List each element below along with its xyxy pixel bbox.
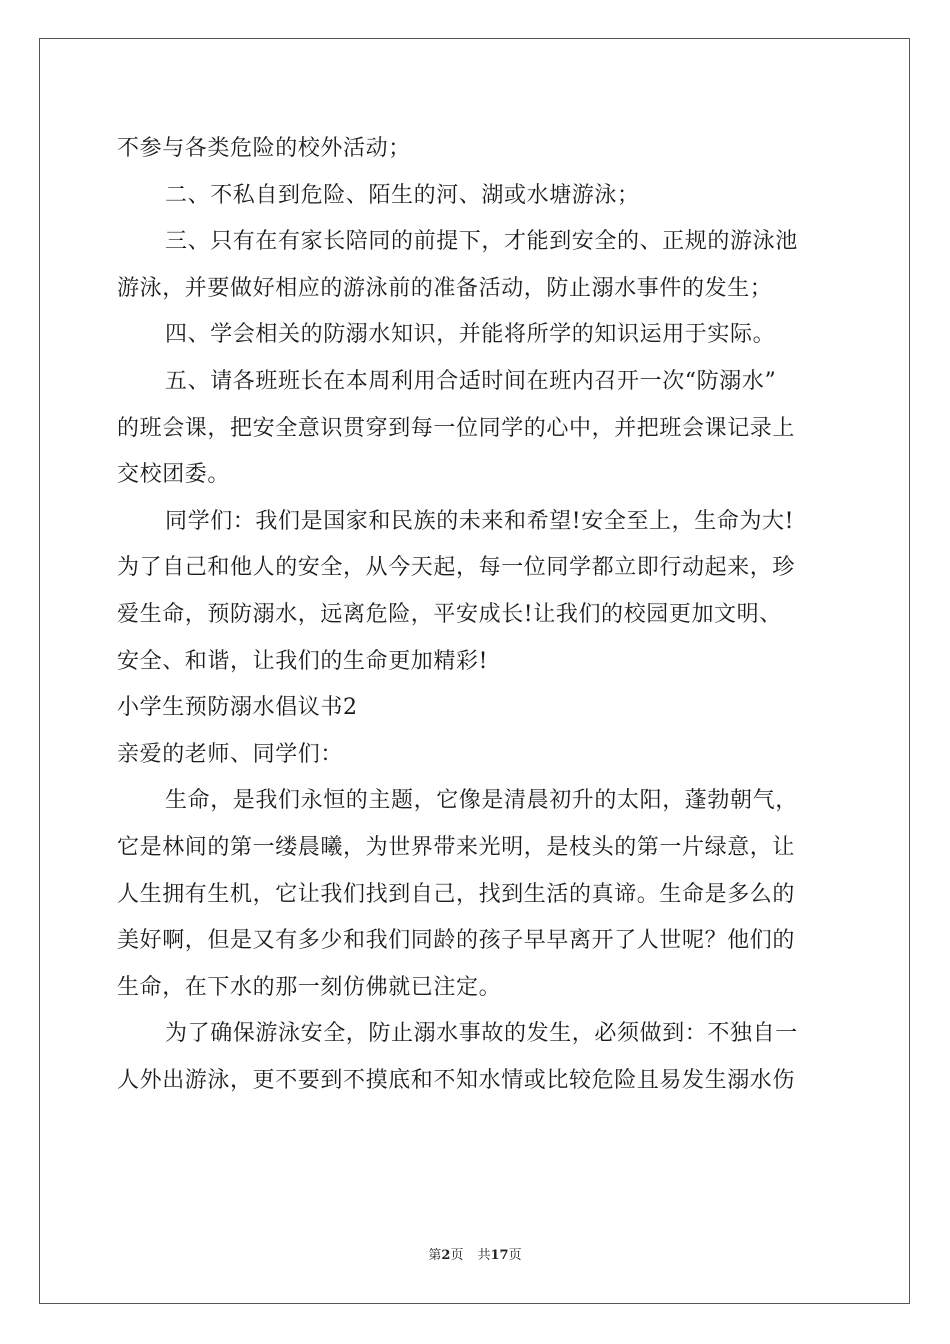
text-line: 它是林间的第一缕晨曦，为世界带来光明，是枝头的第一片绿意，让: [117, 834, 796, 860]
footer-page-number: 2: [441, 1248, 451, 1263]
text-line: 人外出游泳，更不要到不摸底和不知水情或比较危险且易发生溺水伤: [117, 1067, 796, 1093]
text-line: 三、只有在有家长陪同的前提下，才能到安全的、正规的游泳池: [165, 229, 798, 255]
text-line: 亲爱的老师、同学们：: [117, 741, 344, 767]
page-footer: [0, 1244, 950, 1263]
text-line: 美好啊，但是又有多少和我们同龄的孩子早早离开了人世呢？他们的: [117, 928, 796, 954]
text-line: 爱生命，预防溺水，远离危险，平安成长!让我们的校园更加文明、: [117, 601, 782, 627]
text-line: 同学们：我们是国家和民族的未来和希望!安全至上，生命为大!: [165, 508, 795, 534]
text-line: 为了确保游泳安全，防止溺水事故的发生，必须做到：不独自一: [165, 1021, 798, 1047]
text-line: 五、请各班班长在本周利用合适时间在班内召开一次“防溺水”: [165, 368, 777, 394]
footer-page-suffix: 页: [450, 1248, 464, 1263]
text-line: 不参与各类危险的校外活动；: [117, 136, 411, 161]
footer-total-pages: 17: [490, 1248, 509, 1263]
footer-page-prefix: 第: [428, 1248, 442, 1263]
text-line: 的班会课，把安全意识贯穿到每一位同学的心中，并把班会课记录上: [117, 415, 796, 441]
document-body: [117, 126, 837, 1104]
text-line: 安全、和谐，让我们的生命更加精彩!: [117, 648, 489, 674]
text-line: 生命，在下水的那一刻仿佛就已注定。: [117, 974, 502, 1000]
text-line: 二、不私自到危险、陌生的河、湖或水塘游泳；: [165, 182, 640, 208]
text-line: 生命，是我们永恒的主题，它像是清晨初升的太阳，蓬勃朝气，: [165, 788, 798, 814]
text-line: 为了自己和他人的安全，从今天起，每一位同学都立即行动起来，珍: [117, 555, 796, 581]
text-line: 游泳，并要做好相应的游泳前的准备活动，防止溺水事件的发生；: [117, 275, 773, 301]
text-line: 小学生预防溺水倡议书2: [117, 695, 358, 721]
text-line: 四、学会相关的防溺水知识，并能将所学的知识运用于实际。: [165, 322, 776, 348]
footer-total-prefix: 共: [477, 1248, 491, 1263]
text-line: 交校团委。: [117, 462, 231, 488]
footer-total-suffix: 页: [508, 1248, 522, 1263]
text-line: 人生拥有生机，它让我们找到自己，找到生活的真谛。生命是多么的: [117, 881, 796, 907]
